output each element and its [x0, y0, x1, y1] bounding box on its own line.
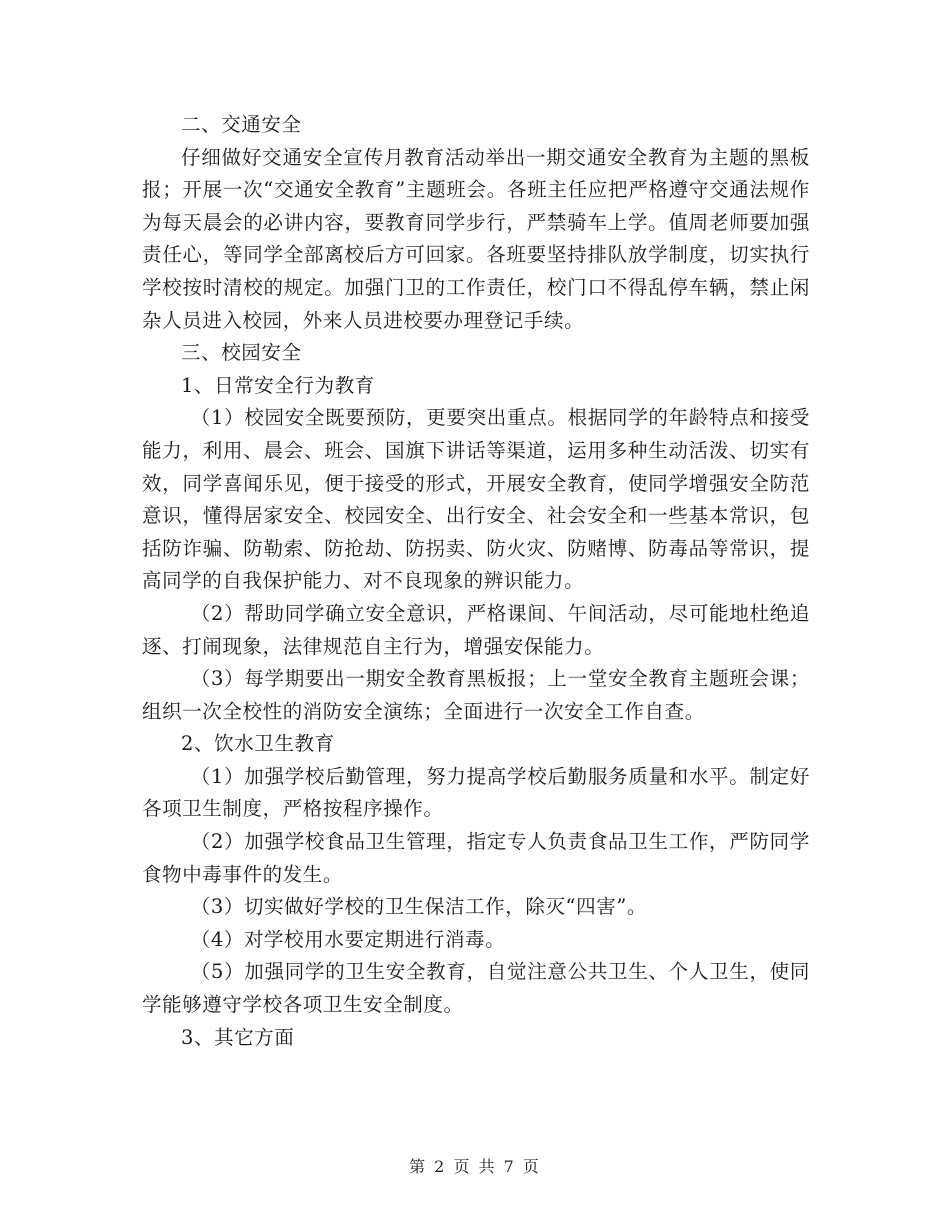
- paragraph-water-3: （3）切实做好学校的卫生保洁工作，除灭“四害”。: [190, 895, 647, 919]
- paragraph-water-2: （2）加强学校食品卫生管理，指定专人负责食品卫生工作，严防同学食物中毒事件的发生。: [142, 830, 810, 886]
- paragraph-daily-1: （1）校园安全既要预防，更要突出重点。根据同学的年龄特点和接受能力，利用、晨会、班会、国旗下讲话等渠道，运用多种生动活泼、切实有效，同学喜闻乐见，便于接受的形式，开展安全教育，使同学增强安全防范意识，懂得居家安全、校园安全、出行安全、社会安全和一些基本常识，包括防诈骗、防勒索、防抢劫、防拐卖、防火灾、防赌博、防毒品等常识，提高同学的自我保护能力、对不良现象的辨识能力。: [142, 406, 810, 593]
- page-number-footer: 第 2 页 共 7 页: [409, 1157, 541, 1176]
- paragraph-traffic: 仔细做好交通安全宣传月教育活动举出一期交通安全教育为主题的黑板报；开展一次“交通安全教育”主题班会。各班主任应把严格遵守交通法规作为每天晨会的必讲内容，要教育同学步行，严禁骑车上学。值周老师要加强责任心，等同学全部离校后方可回家。各班要坚持排队放学制度，切实执行学校按时清校的规定。加强门卫的工作责任，校门口不得乱停车辆，禁止闲杂人员进入校园，外来人员进校要办理登记手续。: [142, 145, 810, 332]
- section-heading-campus: 三、校园安全: [181, 341, 302, 365]
- section-heading-traffic: 二、交通安全: [181, 113, 302, 136]
- paragraph-daily-3: （3）每学期要出一期安全教育黑板报；上一堂安全教育主题班会课；组织一次全校性的消防安全演练；全面进行一次安全工作自查。: [142, 667, 810, 723]
- document-body: [142, 109, 810, 1054]
- paragraph-water-4: （4）对学校用水要定期进行消毒。: [190, 927, 506, 951]
- paragraph-daily-2: （2）帮助同学确立安全意识，严格课间、午间活动，尽可能地杜绝追逐、打闹现象，法律规范自主行为，增强安保能力。: [142, 601, 810, 658]
- subheading-daily-safety: 1、日常安全行为教育: [181, 373, 375, 397]
- paragraph-water-1: （1）加强学校后勤管理，努力提高学校后勤服务质量和水平。制定好各项卫生制度，严格按程序操作。: [142, 764, 810, 821]
- subheading-water-hygiene: 2、饮水卫生教育: [181, 732, 335, 756]
- subheading-other: 3、其它方面: [181, 1025, 295, 1049]
- paragraph-water-5: （5）加强同学的卫生安全教育，自觉注意公共卫生、个人卫生，使同学能够遵守学校各项卫生安全制度。: [142, 960, 810, 1017]
